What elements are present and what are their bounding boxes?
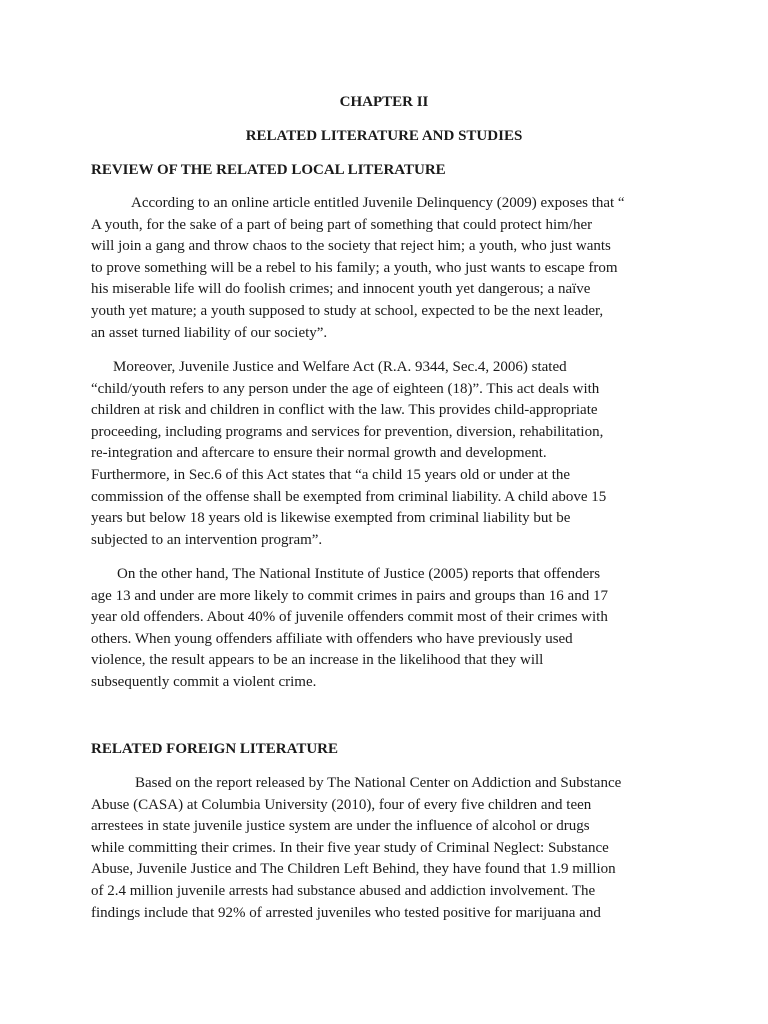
paragraph-line: findings include that 92% of arrested juveniles who tested positive for marijuana and — [91, 904, 601, 921]
paragraph-line: Based on the report released by The National Center on Addiction and Substance — [135, 775, 622, 791]
paragraph-line: age 13 and under are more likely to commit crimes in pairs and groups than 16 and 17 — [91, 587, 608, 604]
paragraph-line: “child/youth refers to any person under the age of eighteen (18)”. This act deals with — [91, 380, 600, 397]
paragraph-line: commission of the offense shall be exempted from criminal liability. A child above 15 — [91, 488, 607, 505]
paragraph-line: Furthermore, in Sec.6 of this Act states that “a child 15 years old or under at the — [91, 466, 571, 483]
paragraph-line: an asset turned liability of our society”. — [91, 324, 328, 341]
paragraph-line: his miserable life will do foolish crimes; and innocent youth yet dangerous; a naïve — [91, 281, 591, 298]
paragraph-line: will join a gang and throw chaos to the society that reject him; a youth, who just wants — [91, 238, 611, 255]
paragraph-line: subjected to an intervention program”. — [91, 531, 323, 548]
paragraph-line: re-integration and aftercare to ensure their normal growth and development. — [91, 445, 547, 462]
paragraph-line: while committing their crimes. In their five year study of Criminal Neglect: Substance — [91, 839, 609, 856]
paragraph-line: others. When young offenders affiliate with offenders who have previously used — [91, 630, 573, 647]
chapter-number: CHAPTER II — [339, 94, 429, 110]
local-paragraph-3 — [91, 564, 681, 694]
foreign-literature-heading: RELATED FOREIGN LITERATURE — [91, 741, 338, 757]
paragraph-line: to prove something will be a rebel to his family; a youth, who just wants to escape from — [91, 259, 618, 276]
paragraph-line: violence, the result appears to be an increase in the likelihood that they will — [91, 652, 544, 669]
foreign-paragraph-1 — [91, 773, 681, 924]
paragraph-line: subsequently commit a violent crime. — [91, 673, 317, 690]
paragraph-line: proceeding, including programs and services for prevention, diversion, rehabilitation, — [91, 423, 604, 440]
local-paragraph-1 — [91, 193, 681, 344]
paragraph-line: arrestees in state juvenile justice system are under the influence of alcohol or drugs — [91, 818, 590, 835]
paragraph-line: Moreover, Juvenile Justice and Welfare Act (R.A. 9344, Sec.4, 2006) stated — [113, 359, 567, 375]
paragraph-line: On the other hand, The National Institute of Justice (2005) reports that offenders — [117, 566, 601, 582]
chapter-title: RELATED LITERATURE AND STUDIES — [245, 128, 523, 144]
paragraph-line: years but below 18 years old is likewise exempted from criminal liability but be — [91, 510, 571, 527]
paragraph-line: youth yet mature; a youth supposed to study at school, expected to be the next leader, — [91, 302, 604, 319]
paragraph-line: year old offenders. About 40% of juvenile offenders commit most of their crimes with — [91, 609, 608, 626]
paragraph-line: Abuse, Juvenile Justice and The Children Left Behind, they have found that 1.9 million — [91, 861, 616, 878]
paragraph-line: A youth, for the sake of a part of being part of something that could protect him/her — [91, 216, 593, 233]
local-paragraph-2 — [91, 357, 681, 551]
local-literature-heading: REVIEW OF THE RELATED LOCAL LITERATURE — [91, 162, 446, 178]
paragraph-line: Abuse (CASA) at Columbia University (2010), four of every five children and teen — [91, 796, 592, 813]
paragraph-line: children at risk and children in conflict with the law. This provides child-appropriate — [91, 402, 598, 419]
paragraph-line: of 2.4 million juvenile arrests had substance abused and addiction involvement. The — [91, 882, 596, 899]
paragraph-line: According to an online article entitled Juvenile Delinquency (2009) exposes that “ — [131, 195, 625, 211]
